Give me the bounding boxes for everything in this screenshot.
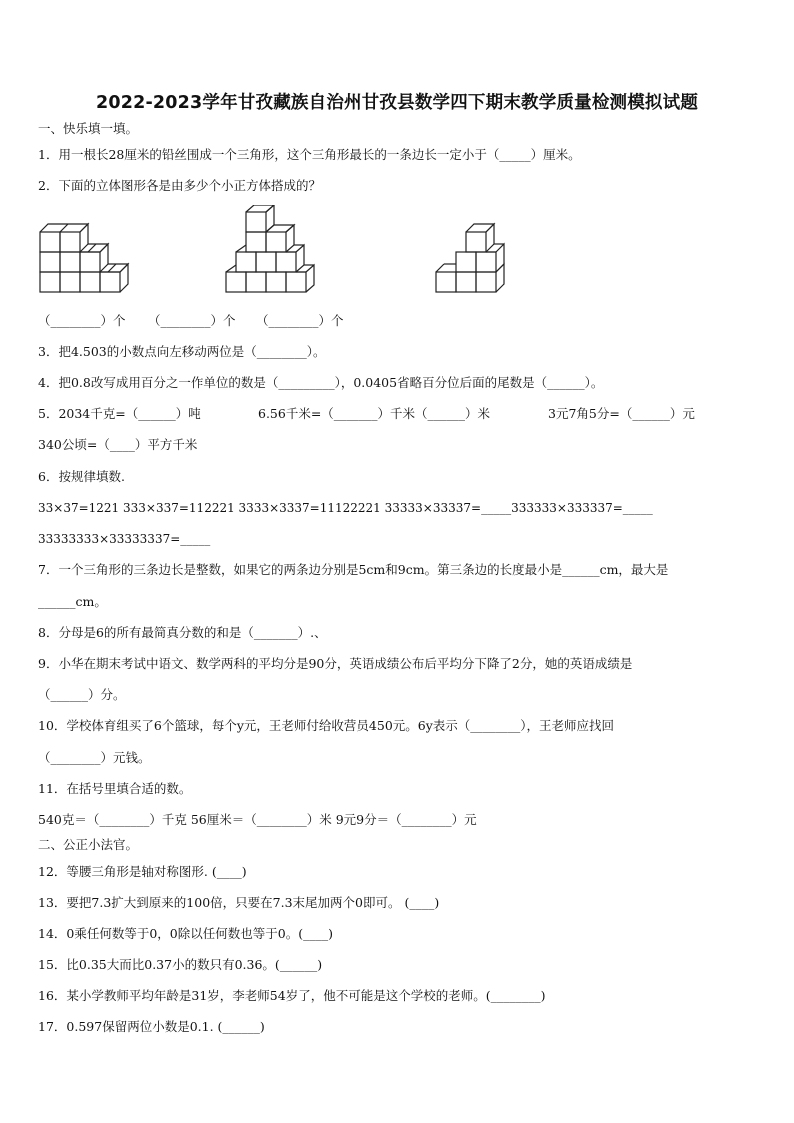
question-6: 6．按规律填数. [38,469,125,484]
question-3: 3．把4.503的小数点向左移动两位是（________）。 [38,344,326,359]
question-16: 16．某小学教师平均年龄是31岁，李老师54岁了，他不可能是这个学校的老师。(________) [38,988,546,1003]
cube-figure-3 [432,210,532,310]
answer-blank-1[interactable]: （________）个 [38,313,126,328]
question-9-line-2: （______）分。 [38,687,126,702]
question-11: 11．在括号里填合适的数。 [38,781,192,796]
cube-figure-2 [222,205,332,305]
question-7-line-1: 7．一个三角形的三条边长是整数，如果它的两条边分别是5cm和9cm。第三条边的长度最小是______cm，最大是 [38,562,669,577]
cube-figure-1 [36,210,156,310]
section-1-heading: 一、快乐填一填。 [38,121,139,136]
cube-figures [0,200,794,310]
question-17: 17．0.597保留两位小数是0.1. (______) [38,1019,265,1034]
question-10-line-1: 10．学校体育组买了6个篮球，每个y元，王老师付给收营员450元。6y表示（________），王老师应找回 [38,718,615,733]
question-2: 2．下面的立体图形各是由多少个小正方体搭成的？ [38,178,321,193]
question-12: 12．等腰三角形是轴对称图形. (____) [38,864,247,879]
question-13: 13．要把7.3扩大到原来的100倍，只要在7.3末尾加两个0即可。 (____) [38,895,440,910]
question-5-part-c: 3元7角5分=（______）元 [548,406,695,421]
page-title: 2022-2023学年甘孜藏族自治州甘孜县数学四下期末教学质量检测模拟试题 [95,93,699,113]
question-5-part-d: 340公顷=（____）平方千米 [38,437,198,452]
question-6-line-2: 33333333×33333337=_____ [38,532,211,546]
question-7-line-2: ______cm。 [38,594,107,609]
question-10-line-2: （________）元钱。 [38,750,151,765]
question-1: 1．用一根长28厘米的铅丝围成一个三角形，这个三角形最长的一条边长一定小于（_____）厘米。 [38,147,581,162]
answer-blank-3[interactable]: （________）个 [256,313,344,328]
question-9-line-1: 9．小华在期末考试中语文、数学两科的平均分是90分，英语成绩公布后平均分下降了2分，她的英语成绩是 [38,656,633,671]
question-15: 15．比0.35大而比0.37小的数只有0.36。(______) [38,957,323,972]
question-11-line-1: 540克＝（________）千克 56厘米＝（________）米 9元9分＝（________）元 [38,812,477,827]
question-5-part-b: 6.56千米=（_______）千米（______）米 [258,406,491,421]
question-5-part-a: 5．2034千克=（______）吨 [38,406,201,421]
section-2-heading: 二、公正小法官。 [38,837,139,852]
question-8: 8．分母是6的所有最简真分数的和是（_______）.、 [38,625,327,640]
question-4: 4．把0.8改写成用百分之一作单位的数是（_________），0.0405省略百分位后面的尾数是（______）。 [38,375,604,390]
question-6-line-1: 33×37=1221 333×337=112221 3333×3337=11122221 33333×33337=_____333333×333337=_____ [38,501,653,515]
question-14: 14．0乘任何数等于0，0除以任何数也等于0。(____) [38,926,333,941]
answer-blank-2[interactable]: （________）个 [148,313,236,328]
